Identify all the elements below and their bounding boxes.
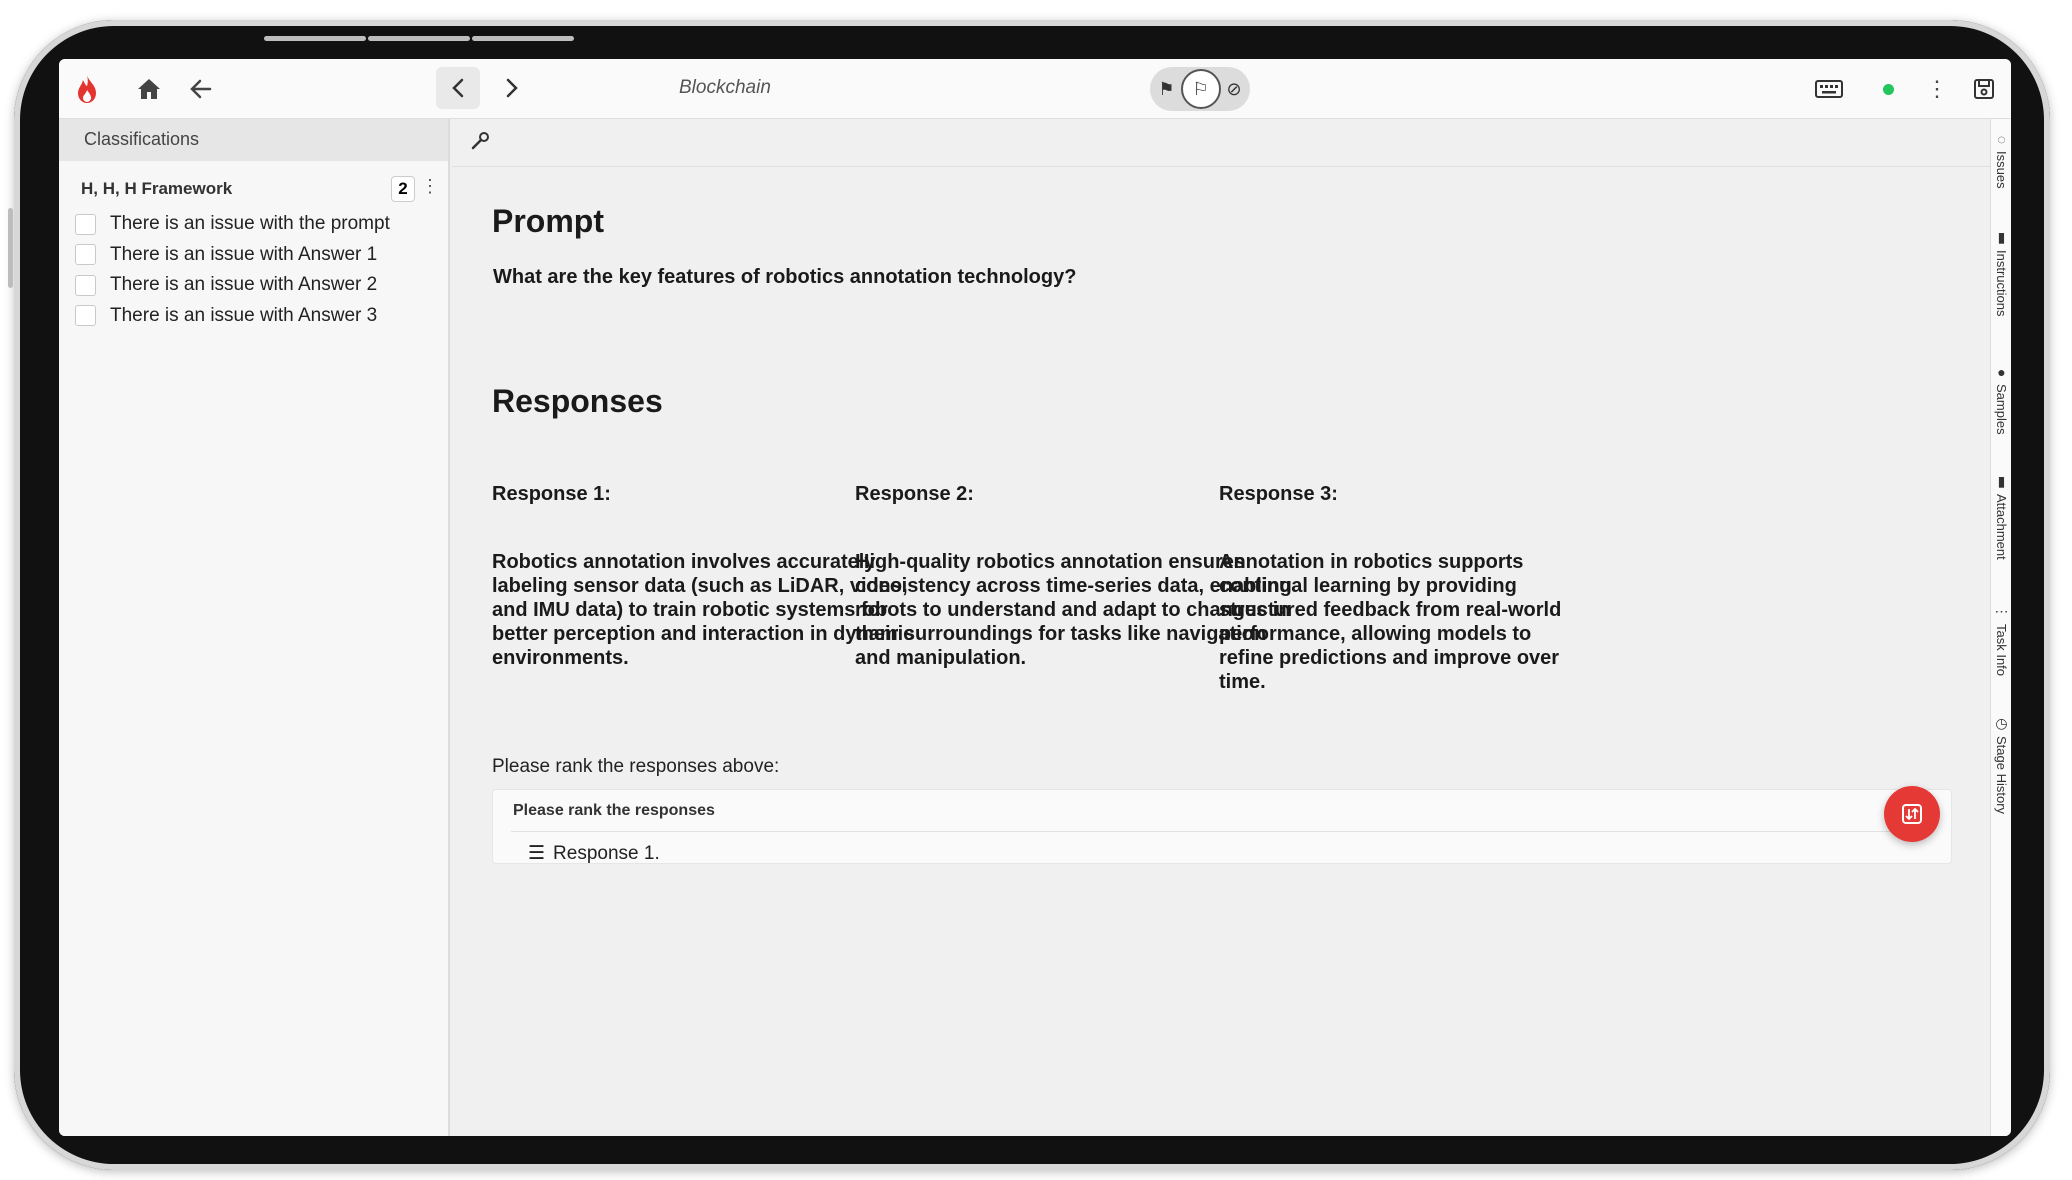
flag-icon: ⚑ xyxy=(1158,78,1175,99)
checkbox-label: There is an issue with Answer 1 xyxy=(110,243,378,265)
checkbox[interactable] xyxy=(75,305,96,326)
issue-checkbox-answer-2[interactable] xyxy=(75,270,390,301)
rail-label: Attachment xyxy=(1994,494,2009,560)
rank-item[interactable] xyxy=(528,842,660,865)
checkbox[interactable] xyxy=(75,214,96,235)
responses-heading: Responses xyxy=(492,383,663,419)
rail-label: Instructions xyxy=(1994,250,2009,317)
framework-row xyxy=(81,174,439,204)
home-icon[interactable] xyxy=(131,71,167,107)
bulb-icon: ● xyxy=(1997,364,2006,380)
chat-icon: ◌ xyxy=(1997,131,2006,147)
kebab-menu-icon[interactable]: ⋮ xyxy=(1926,76,1948,101)
next-button[interactable] xyxy=(490,67,534,109)
rail-tab-task-info[interactable] xyxy=(1991,603,2011,676)
response-body: Annotation in robotics supports continual learning by providing structured feedback from real-world performance, allowing models to refine predictions and improve over time. xyxy=(1219,551,1562,693)
rail-tab-stage-history[interactable] xyxy=(1991,715,2011,814)
response-column xyxy=(1219,483,1564,694)
device-button xyxy=(264,36,366,41)
rank-item-label: Response 1. xyxy=(553,842,660,864)
framework-menu-icon[interactable]: ⋮ xyxy=(421,176,439,196)
save-icon[interactable] xyxy=(1966,71,2002,107)
file-icon: ▮ xyxy=(1997,473,2006,489)
issue-checkbox-answer-1[interactable] xyxy=(75,240,390,271)
previous-button[interactable] xyxy=(436,67,480,109)
device-side-button xyxy=(8,208,13,288)
checkbox[interactable] xyxy=(75,244,96,265)
dots-icon: ⋯ xyxy=(1994,603,2009,619)
right-rail xyxy=(1990,119,2011,1136)
response-body: High-quality robotics annotation ensures consistency across time-series data, enabling robots to understand and adapt to changes in their surroundings for tasks like navigation and manipulation. xyxy=(855,551,1292,669)
classifications-panel xyxy=(59,119,450,1136)
drag-handle-icon[interactable]: ☰ xyxy=(528,843,546,864)
rank-card-title: Please rank the responses xyxy=(513,802,715,819)
tools-icon[interactable] xyxy=(470,129,492,157)
flame-logo-icon[interactable] xyxy=(69,71,105,107)
prompt-text: What are the key features of robotics annotation technology? xyxy=(493,266,1077,288)
issue-checkbox-answer-3[interactable] xyxy=(75,301,390,332)
framework-label: H, H, H Framework xyxy=(81,179,233,198)
arrow-left-icon[interactable] xyxy=(183,71,219,107)
rail-label: Task Info xyxy=(1994,624,2009,677)
issue-checklist xyxy=(75,209,390,331)
issue-checkbox-prompt[interactable] xyxy=(75,209,390,240)
submit-fab-button[interactable] xyxy=(1884,786,1940,842)
task-content xyxy=(452,119,1992,1136)
mode-toggle[interactable] xyxy=(1150,67,1250,111)
checkbox-label: There is an issue with Answer 2 xyxy=(110,274,378,296)
chevron-right-icon xyxy=(505,78,519,98)
response-body: Robotics annotation involves accurately labeling sensor data (such as LiDAR, video, and IMU data) to train robotic systems for better perception and interaction in dynamic environments. xyxy=(492,551,915,669)
chevron-left-icon xyxy=(451,78,465,98)
top-bar xyxy=(59,59,2011,119)
content-toolbar xyxy=(452,119,1992,167)
device-button xyxy=(368,36,470,41)
keyboard-icon[interactable] xyxy=(1811,71,1847,107)
rail-label: Stage History xyxy=(1994,736,2009,815)
book-icon: ▮ xyxy=(1997,229,2006,245)
online-status-indicator xyxy=(1883,84,1894,95)
rail-label: Samples xyxy=(1994,384,2009,435)
rail-tab-attachment[interactable] xyxy=(1991,473,2011,560)
toggle-knob: ⚐ xyxy=(1181,69,1221,109)
task-title: Blockchain xyxy=(679,77,771,98)
rank-question: Please rank the responses above: xyxy=(492,756,780,777)
classifications-header: Classifications xyxy=(59,119,448,161)
divider xyxy=(511,831,1931,832)
framework-count-badge: 2 xyxy=(391,176,415,202)
device-button xyxy=(472,36,574,41)
rail-label: Issues xyxy=(1994,151,2009,189)
app-screen xyxy=(59,59,2011,1136)
rail-tab-issues[interactable] xyxy=(1991,131,2011,189)
checkbox-label: There is an issue with Answer 3 xyxy=(110,304,378,326)
sort-icon xyxy=(1901,803,1923,825)
history-icon: ◷ xyxy=(1995,715,2008,731)
checkbox-label: There is an issue with the prompt xyxy=(110,213,390,235)
response-label: Response 1: xyxy=(492,483,611,505)
link-icon: ⊘ xyxy=(1226,78,1242,99)
rank-card xyxy=(492,789,1952,864)
rail-tab-samples[interactable] xyxy=(1991,364,2011,435)
rail-tab-instructions[interactable] xyxy=(1991,229,2011,316)
checkbox[interactable] xyxy=(75,275,96,296)
prompt-heading: Prompt xyxy=(492,203,604,239)
response-label: Response 2: xyxy=(855,483,974,505)
response-label: Response 3: xyxy=(1219,483,1338,505)
